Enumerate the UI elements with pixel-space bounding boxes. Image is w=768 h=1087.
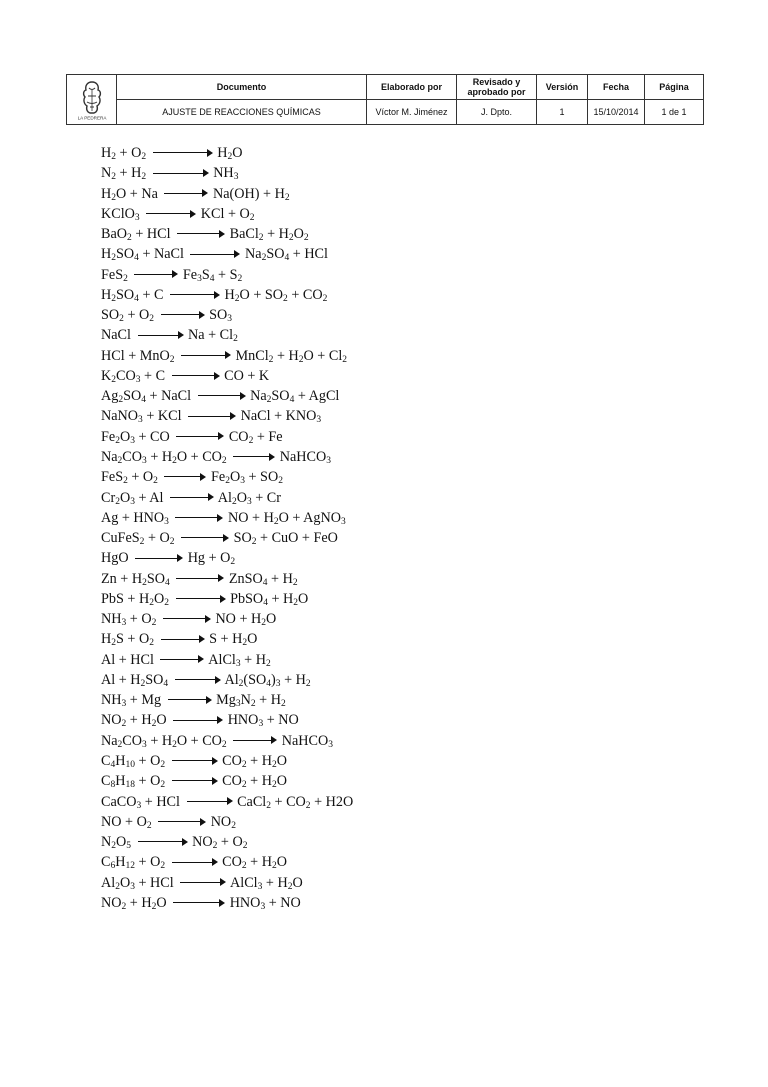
equation-products: NO + $H_2O$ + AgNO$_3$ [228, 509, 346, 527]
equation-row [101, 143, 701, 163]
equation-reactants: $Al_2O_3$ + HCl [101, 874, 174, 892]
equation-row [101, 731, 701, 751]
equation-reactants: HgO [101, 550, 129, 567]
reaction-arrow-icon [135, 553, 183, 563]
equation-row [101, 305, 701, 325]
equation-row [101, 650, 701, 670]
reaction-arrow-icon [134, 269, 178, 279]
equation-products: $Na_2SO_4$ + AgCl [250, 388, 340, 406]
equation-reactants: NaCl [101, 327, 131, 344]
reaction-arrow-icon [170, 492, 214, 502]
equation-reactants: CuFeS$_2$ + $O_2$ [101, 530, 175, 548]
equation-row [101, 690, 701, 710]
equation-row [101, 710, 701, 730]
equation-reactants: $H_2SO_4$ + NaCl [101, 246, 184, 264]
equation-reactants: PbS + $H_2O_2$ [101, 590, 169, 608]
equation-row [101, 670, 701, 690]
equation-products: NaHCO$_3$ [281, 732, 334, 750]
reaction-arrow-icon [233, 452, 275, 462]
reaction-arrow-icon [138, 330, 184, 340]
equation-row [101, 629, 701, 649]
reaction-arrow-icon [161, 310, 205, 320]
equation-reactants: NO + $O_2$ [101, 813, 152, 831]
equation-products: PbSO$_4$ + $H_2O$ [230, 590, 309, 608]
reaction-arrow-icon [177, 229, 225, 239]
equation-products: AlCl$_3$ + $H_2$ [208, 651, 271, 669]
equation-reactants: KClO$_3$ [101, 205, 140, 223]
reaction-arrow-icon [168, 695, 212, 705]
equation-reactants: $C_4H_{10} + O_2$ [101, 752, 166, 770]
document-header-table [66, 74, 704, 125]
col-fecha-header: Fecha [588, 75, 645, 100]
equation-reactants: CaCO$_3$ + HCl [101, 793, 180, 811]
equation-products: CO + K [224, 367, 270, 384]
equation-reactants: $NO_2 + H_2O$ [101, 712, 167, 730]
equation-reactants: $Cr_2O_3 + Al$ [101, 489, 164, 507]
equation-row [101, 163, 701, 183]
reaction-arrow-icon [161, 634, 205, 644]
equation-row [101, 488, 701, 508]
school-logo [67, 75, 117, 125]
school-logo-icon [70, 78, 114, 122]
equation-row [101, 609, 701, 629]
equation-products: $NH_3$ [213, 165, 239, 183]
equation-products: AlCl$_3$ + $H_2O$ [230, 874, 303, 892]
equation-reactants: $Na_2CO_3 + H_2O + CO_2$ [101, 732, 227, 750]
equation-row [101, 467, 701, 487]
equation-row [101, 184, 701, 204]
equation-row [101, 548, 701, 568]
equation-reactants: $NO_2 + H_2O$ [101, 894, 167, 912]
equation-products: $Fe_2O_3 + SO_2$ [211, 469, 283, 487]
equation-reactants: $H_2SO_4 + C$ [101, 286, 164, 304]
equation-row [101, 366, 701, 386]
reaction-arrow-icon [160, 654, 204, 664]
equation-row [101, 832, 701, 852]
col-elaborado-header: Elaborado por [367, 75, 457, 100]
reaction-arrow-icon [138, 837, 188, 847]
equation-products: $HNO_3$ + NO [227, 712, 299, 730]
reaction-arrow-icon [175, 675, 221, 685]
equation-products: ZnSO$_4$ + $H_2$ [228, 570, 298, 588]
equation-products: $CO_2 + Fe$ [228, 428, 283, 446]
reaction-arrow-icon [153, 168, 209, 178]
equation-products: $SO_2$ + CuO + FeO [233, 530, 338, 548]
equation-row [101, 265, 701, 285]
equation-reactants: BaO$_2$ + HCl [101, 226, 171, 244]
equation-reactants: $C_8H_{18} + O_2$ [101, 773, 166, 791]
equation-row [101, 508, 701, 528]
reaction-arrow-icon [176, 431, 224, 441]
equation-reactants: $H_2S + O_2$ [101, 631, 154, 649]
reaction-arrow-icon [164, 472, 206, 482]
equation-row [101, 873, 701, 893]
reaction-arrow-icon [233, 735, 277, 745]
reaction-arrow-icon [175, 513, 223, 523]
equation-row [101, 528, 701, 548]
reaction-arrow-icon [188, 411, 236, 421]
equation-reactants: $Ag + HNO_3$ [101, 509, 169, 527]
reaction-arrow-icon [158, 817, 206, 827]
equation-products: NaCl + $KNO_3$ [240, 408, 322, 426]
reaction-arrow-icon [153, 148, 213, 158]
reaction-arrow-icon [173, 715, 223, 725]
equation-reactants: $H_2 + O_2$ [101, 145, 147, 162]
reaction-arrow-icon [181, 350, 231, 360]
col-documento-header: Documento [117, 75, 367, 100]
equation-row [101, 771, 701, 791]
equation-products: $NO_2$ [210, 813, 236, 831]
equation-reactants: $Zn + H_2SO_4$ [101, 570, 170, 588]
col-revisado-header: Revisado y aprobado por [457, 75, 537, 100]
elaborado-value: Víctor M. Jiménez [367, 100, 457, 125]
equation-reactants: $FeS_2 + O_2$ [101, 469, 158, 487]
equation-reactants: $SO_2 + O_2$ [101, 307, 154, 325]
equation-row [101, 792, 701, 812]
equation-products: $SO_3$ [209, 307, 232, 325]
equation-products: $Mg_3N_2 + H_2$ [216, 692, 286, 710]
reaction-arrow-icon [173, 898, 225, 908]
equation-reactants: Al + HCl [101, 651, 154, 668]
equation-products: $CO_2 + H_2O$ [222, 752, 287, 770]
equation-products: $CO_2 + H_2O$ [222, 854, 287, 872]
reaction-arrow-icon [180, 877, 226, 887]
reaction-arrow-icon [164, 188, 208, 198]
pagina-value: 1 de 1 [645, 100, 704, 125]
equation-products: KCl + $O_2$ [200, 205, 255, 223]
reaction-arrow-icon [170, 290, 220, 300]
reaction-arrow-icon [198, 391, 246, 401]
equation-row [101, 346, 701, 366]
reaction-arrow-icon [176, 594, 226, 604]
reaction-arrow-icon [172, 756, 218, 766]
equation-products: $S + H_2O$ [209, 631, 258, 649]
reaction-arrow-icon [181, 533, 229, 543]
equation-products: CaCl$_2$ + $CO_2 + H2O$ [237, 793, 354, 811]
revisado-value: J. Dpto. [457, 100, 537, 125]
equation-reactants: $N_2 + H_2$ [101, 165, 147, 183]
equation-list [101, 143, 701, 913]
equation-reactants: $NH_3 + O_2$ [101, 611, 157, 629]
version-value: 1 [537, 100, 588, 125]
equation-row [101, 893, 701, 913]
equation-products: $Na_2SO_4$ + HCl [245, 246, 328, 264]
equation-row [101, 244, 701, 264]
equation-reactants: $N_2O_5$ [101, 834, 131, 852]
equation-products: $CO_2 + H_2O$ [222, 773, 287, 791]
equation-products: $H_2O$ [217, 145, 243, 162]
reaction-arrow-icon [187, 796, 233, 806]
equation-products: $Al_2O_3 + Cr$ [217, 489, 281, 507]
reaction-arrow-icon [163, 614, 211, 624]
col-version-header: Versión [537, 75, 588, 100]
equation-products: $H_2O + SO_2 + CO_2$ [224, 286, 328, 304]
equation-row [101, 427, 701, 447]
equation-reactants: $Ag_2SO_4$ + NaCl [101, 388, 192, 406]
equation-products: $HNO_3$ + NO [229, 894, 301, 912]
equation-row [101, 447, 701, 467]
equation-products: $Na + Cl_2$ [188, 327, 238, 345]
equation-products: $NO_2 + O_2$ [192, 834, 248, 852]
svg-text:LA PEDRERA: LA PEDRERA [77, 115, 106, 120]
reaction-arrow-icon [176, 573, 224, 583]
equation-row [101, 569, 701, 589]
equation-row [101, 224, 701, 244]
reaction-arrow-icon [146, 209, 196, 219]
equation-reactants: NaNO$_3$ + KCl [101, 408, 182, 426]
equation-reactants: $K_2CO_3 + C$ [101, 367, 166, 385]
fecha-value: 15/10/2014 [588, 100, 645, 125]
equation-reactants: $Na_2CO_3 + H_2O + CO_2$ [101, 448, 227, 466]
equation-products: $Fe_3S_4 + S_2$ [182, 266, 243, 284]
equation-reactants: FeS$_2$ [101, 266, 128, 284]
equation-products: $Al_2(SO_4)_3 + H_2$ [224, 671, 311, 689]
equation-reactants: $C_6H_{12} + O_2$ [101, 854, 166, 872]
equation-row [101, 812, 701, 832]
equation-row [101, 589, 701, 609]
equation-products: $Na(OH) + H_2$ [212, 185, 290, 203]
equation-products: BaCl$_2$ + $H_2O_2$ [229, 226, 309, 244]
reaction-arrow-icon [172, 857, 218, 867]
equation-row [101, 406, 701, 426]
equation-row [101, 204, 701, 224]
equation-row [101, 852, 701, 872]
equation-products: MnCl$_2$ + $H_2O + Cl_2$ [235, 347, 348, 365]
reaction-arrow-icon [172, 776, 218, 786]
equation-row [101, 386, 701, 406]
reaction-arrow-icon [172, 371, 220, 381]
col-pagina-header: Página [645, 75, 704, 100]
equation-reactants: $H_2O + Na$ [101, 185, 158, 203]
equation-products: NO + $H_2O$ [215, 611, 277, 629]
equation-products: $Hg + O_2$ [187, 550, 236, 568]
documento-value: AJUSTE DE REACCIONES QUÍMICAS [117, 100, 367, 125]
equation-reactants: $Fe_2O_3$ + CO [101, 428, 170, 446]
equation-reactants: $Al + H_2SO_4$ [101, 671, 169, 689]
equation-reactants: $NH_3 + Mg$ [101, 692, 162, 710]
reaction-arrow-icon [190, 249, 240, 259]
equation-reactants: HCl + MnO$_2$ [101, 347, 175, 365]
equation-products: NaHCO$_3$ [279, 448, 332, 466]
equation-row [101, 751, 701, 771]
equation-row [101, 325, 701, 345]
equation-row [101, 285, 701, 305]
